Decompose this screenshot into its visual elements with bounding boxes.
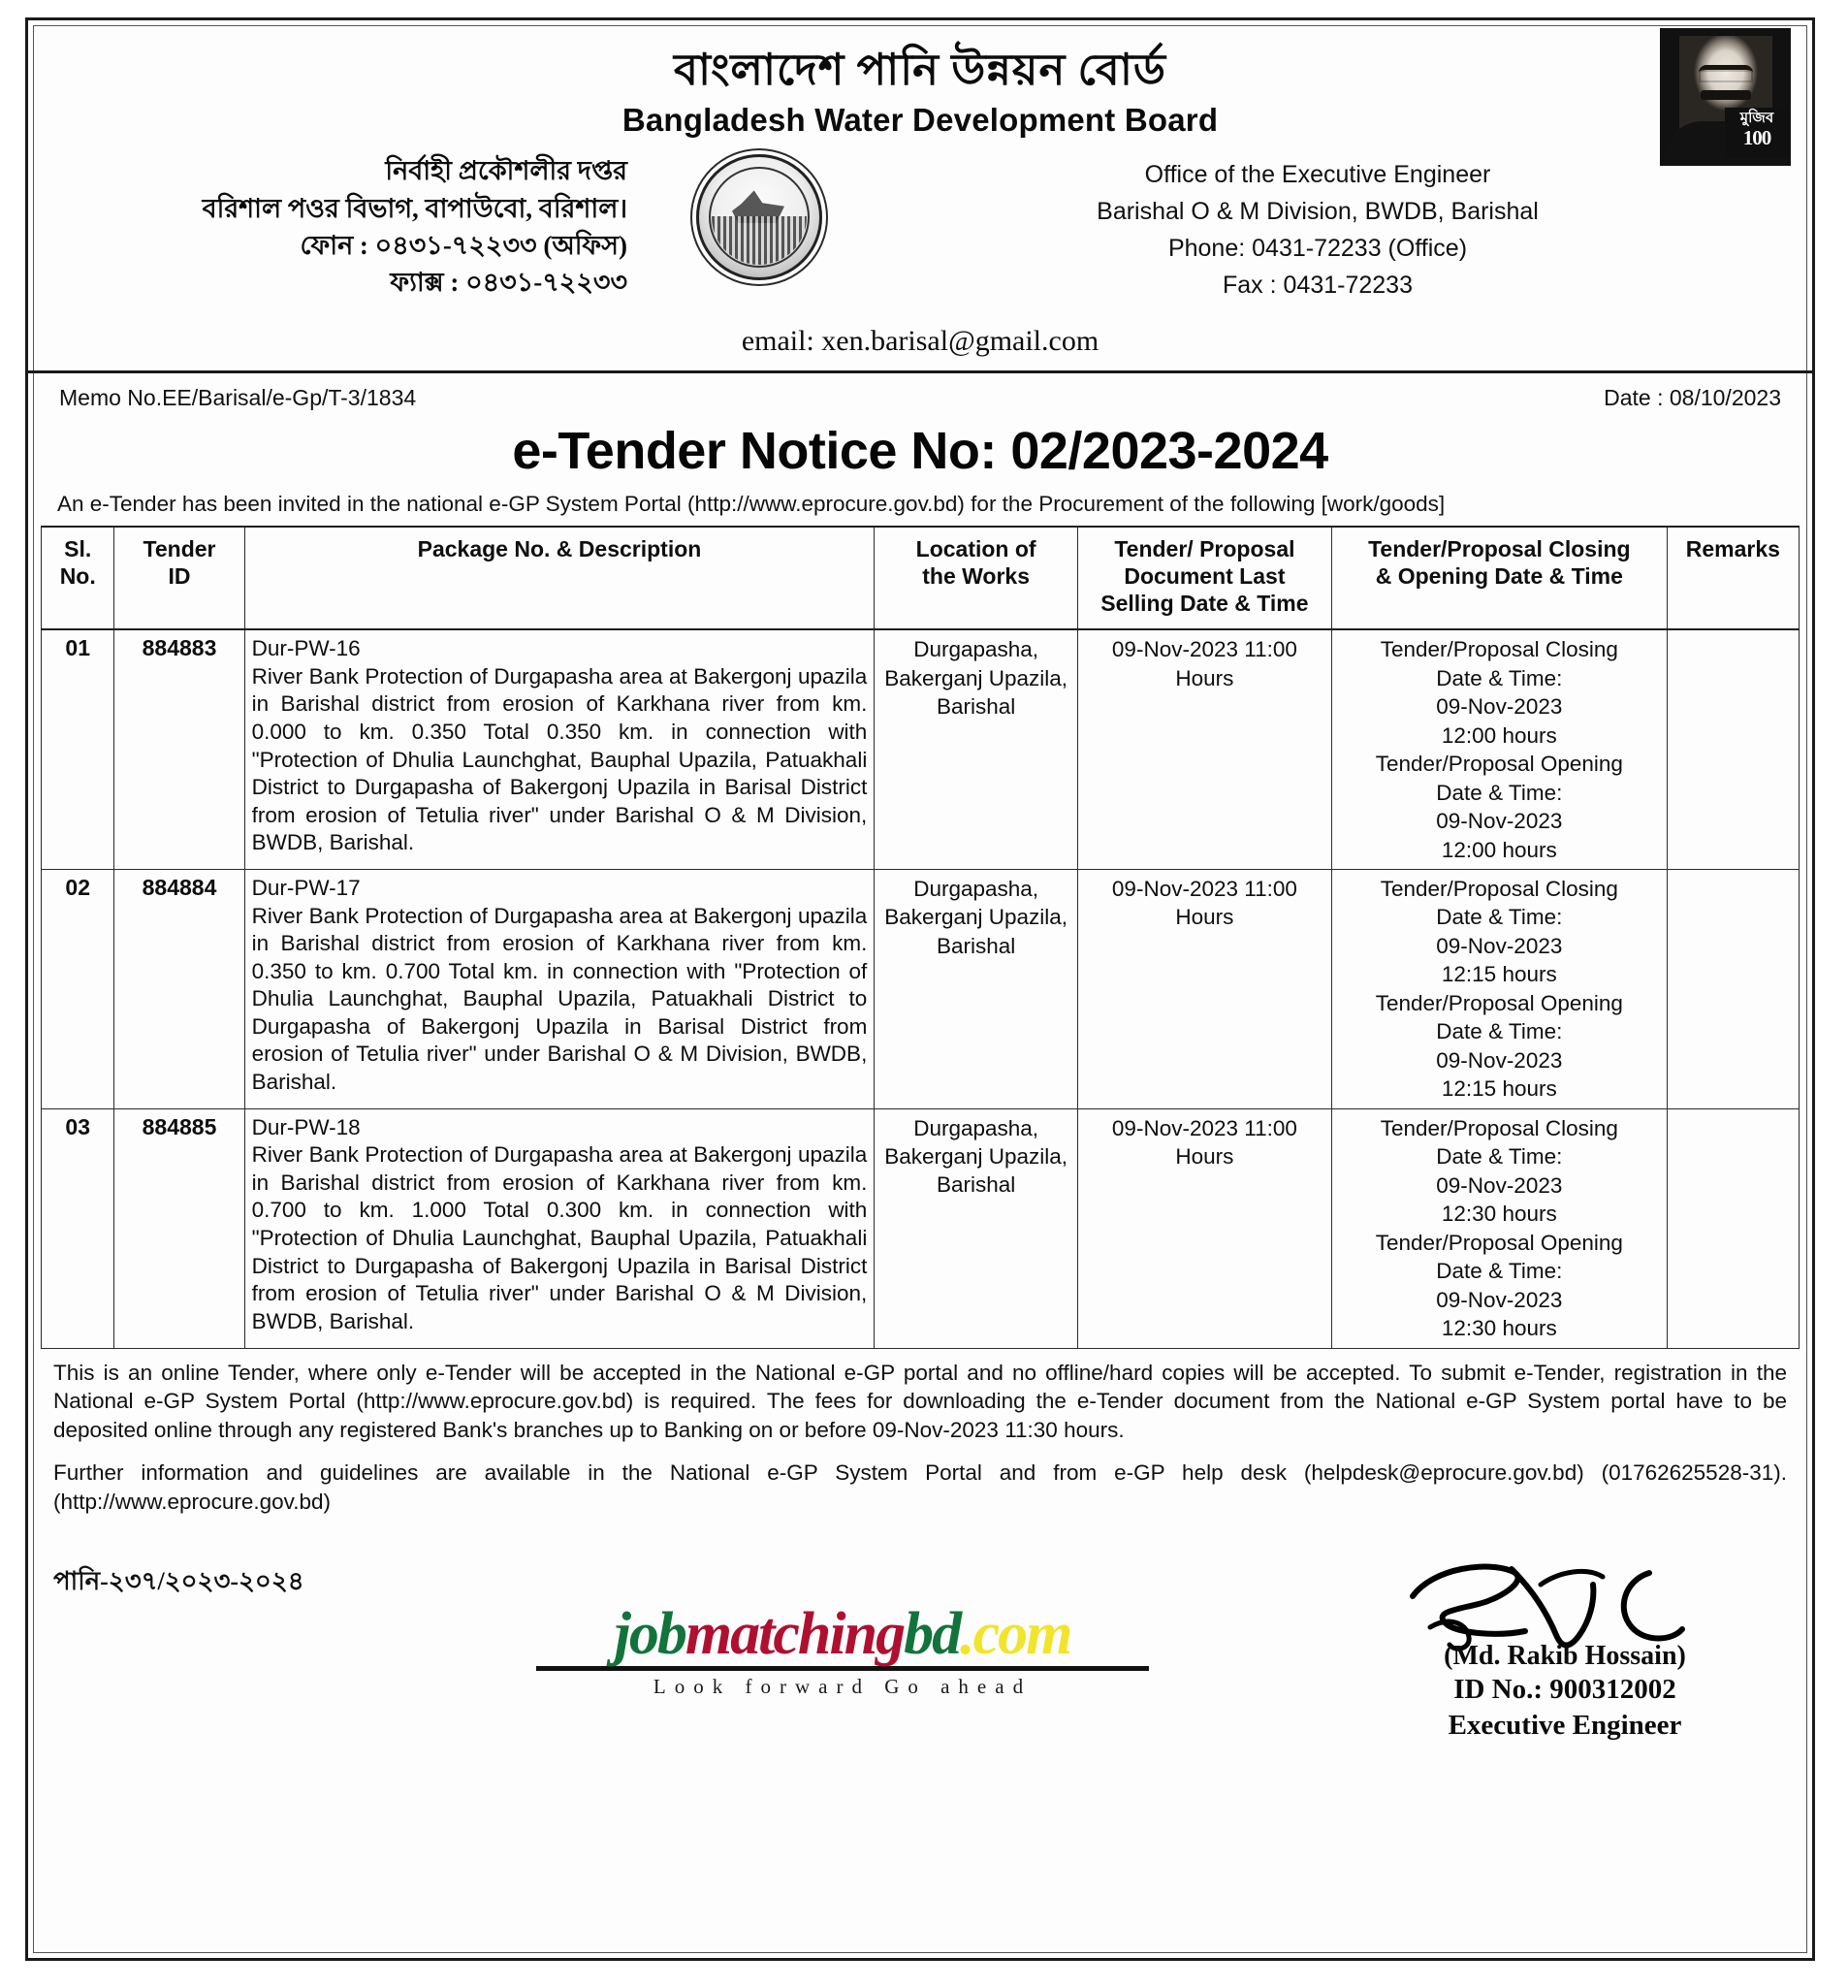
col-header-closing-opening [1331,527,1667,629]
opening-time: 12:00 hours [1441,837,1557,862]
opening-datetime-label: Date & Time: [1436,1259,1563,1284]
tender-table [41,526,1800,1348]
cell-tender-id: 884885 [114,1108,244,1348]
opening-datetime-label: Date & Time: [1436,1019,1563,1044]
col-header-sl-no [42,527,114,629]
signature-block [1356,1559,1773,1743]
cell-location: Durgapasha, Bakerganj Upazila, Barishal [875,1108,1078,1348]
bwdb-seal-icon [696,154,822,280]
watermark-part-matching: matching [685,1601,905,1668]
cell-sl-no: 02 [42,870,114,1109]
office-address-bn [61,152,662,301]
cell-sl-no: 01 [42,629,114,869]
notice-intro: An e-Tender has been invited in the national e-GP System Portal (http://www.eprocure.gov.bd) for the Procurement of the following [work/goods] [57,492,1446,516]
office-address-en [856,152,1779,304]
mujib-centenary-logo-icon [1660,28,1791,166]
cell-location: Durgapasha, Bakerganj Upazila, Barishal [875,870,1078,1109]
cell-description-text: River Bank Protection of Durgapasha area at Bakergonj upazila in Barishal district from erosion of Karkhana river from km. 0.350 to km. 0.700 Total km. in connection with "Protection of Dhulia Launchghat, Bauphal Upazila, Patuakhali District to Durgapasha of Bakergonj Upazila in Barisal District from erosion of Tetulia river" under Barishal O & M Division, BWDB, Barishal. [251,903,868,1094]
bn-reference-number: পানি-২৩৭/২০২৩-২০২৪ [53,1567,304,1596]
opening-label: Tender/Proposal Opening [1375,752,1623,777]
closing-date: 09-Nov-2023 [1436,933,1563,958]
col-header-last-selling-line2: Document Last [1124,563,1286,590]
opening-label: Tender/Proposal Opening [1375,990,1623,1015]
closing-date: 09-Nov-2023 [1436,694,1563,720]
watermark-part-dotcom: .com [960,1601,1071,1668]
closing-time: 12:30 hours [1441,1202,1557,1227]
opening-datetime-label: Date & Time: [1436,780,1563,805]
signatory-id: ID No.: 900312002 [1453,1674,1676,1706]
seal-water-lines [712,216,807,265]
closing-datetime-label: Date & Time: [1436,1144,1563,1170]
mujib-badge-year: 100 [1742,125,1771,149]
col-header-last-selling [1077,527,1331,629]
seal-holder [662,152,856,280]
cell-closing-opening [1331,629,1667,869]
cell-description-text: River Bank Protection of Durgapasha area at Bakergonj upazila in Barishal district from erosion of Karkhana river from km. 0.000 to km. 0.350 Total 0.350 km. in connection with "Protection of Dhulia Launchghat, Bauphal Upazila, Patuakhali District to Durgapasha of Bakergonj Upazila in Barisal District from erosion of Tetulia river" under Barishal O & M Division, BWDB, Barishal. [251,663,868,855]
cell-closing-opening [1331,870,1667,1109]
cell-last-selling: 09-Nov-2023 11:00 Hours [1077,629,1331,869]
col-header-sl-no-line2: No. [59,563,96,590]
memo-number: Memo No.EE/Barisal/e-Gp/T-3/1834 [59,385,417,410]
opening-time: 12:15 hours [1441,1076,1557,1102]
col-header-last-selling-line1: Tender/ Proposal [1114,536,1295,562]
opening-label: Tender/Proposal Opening [1375,1230,1623,1255]
table-row [42,870,1800,1109]
closing-label: Tender/Proposal Closing [1380,877,1618,902]
letterhead-columns [28,152,1812,304]
col-header-tender-id-line1: Tender [143,536,216,562]
cell-package-no: Dur-PW-16 [251,636,361,661]
office-fax-bn: ফ্যাক্স : ০৪৩১-৭২২৩৩ [390,268,627,298]
opening-time: 12:30 hours [1441,1316,1557,1341]
watermark-tagline: Look forward Go ahead [653,1675,1033,1699]
closing-date: 09-Nov-2023 [1436,1172,1563,1198]
watermark-part-bd: bd [904,1601,961,1668]
jobmatchingbd-watermark [532,1601,1153,1699]
signatory-role: Executive Engineer [1448,1709,1682,1741]
cell-sl-no: 03 [42,1108,114,1348]
col-header-package-line1: Package No. & Description [417,536,702,562]
footer-notes [28,1349,1812,1518]
col-header-remarks [1667,527,1799,629]
closing-label: Tender/Proposal Closing [1380,1115,1618,1140]
office-fax-en: Fax : 0431-72233 [1223,272,1413,300]
note-paragraph-1: This is an online Tender, where only e-Tender will be accepted in the National e-GP portal and no offline/hard copies will be accepted. To submit e-Tender, registration in the National e-GP System Portal (http://www.eprocure.gov.bd) is required. The fees for downloading the e-Tender document from the National e-GP System portal have to be deposited online through any registered Bank's branches up to Banking on or before 09-Nov-2023 11:30 hours. [53,1360,1787,1443]
memo-row [28,373,1812,415]
office-title-en: Office of the Executive Engineer [1144,161,1491,189]
cell-remarks [1667,1108,1799,1348]
cell-last-selling: 09-Nov-2023 11:00 Hours [1077,870,1331,1109]
office-phone-en: Phone: 0431-72233 (Office) [1167,235,1468,263]
cell-remarks [1667,870,1799,1109]
closing-label: Tender/Proposal Closing [1380,637,1618,662]
org-title-bn: বাংলাদেশ পানি উন্নয়ন বোর্ড [673,46,1167,94]
office-address-bn-line-2: বরিশাল পওর বিভাগ, বাপাউবো, বরিশাল। [202,193,627,223]
cell-description-text: River Bank Protection of Durgapasha area at Bakergonj upazila in Barishal district from erosion of Karkhana river from km. 0.700 to km. 1.000 Total 0.300 km. in connection with "Protection of Dhulia Launchghat, Bauphal Upazila, Patuakhali District to Durgapasha of Bakergonj Upazila in Barisal District from erosion of Tetulia river" under Barishal O & M Division, BWDB, Barishal. [251,1142,868,1333]
closing-datetime-label: Date & Time: [1436,665,1563,690]
col-header-location-line1: Location of [915,536,1036,562]
cell-package-description [244,1108,875,1348]
watermark-wordmark [532,1601,1153,1668]
col-header-tender-id [114,527,244,629]
table-row [42,629,1800,869]
mujib-badge-text: মুজিব [1739,111,1774,126]
note-paragraph-2: Further information and guidelines are available in the National e-GP System Portal and from e-GP help desk (helpdesk@eprocure.gov.bd) (01762625528-31). (http://www.eprocure.gov.bd) [53,1460,1787,1515]
closing-datetime-label: Date & Time: [1436,905,1563,930]
memo-date: Date : 08/10/2023 [1604,385,1781,410]
closing-time: 12:00 hours [1441,722,1557,748]
opening-date: 09-Nov-2023 [1436,809,1563,834]
col-header-location [875,527,1078,629]
cell-package-description [244,629,875,869]
cell-tender-id: 884884 [114,870,244,1109]
col-header-last-selling-line3: Selling Date & Time [1100,591,1309,617]
closing-time: 12:15 hours [1441,962,1557,987]
notice-sheet [25,17,1815,1961]
cell-remarks [1667,629,1799,869]
col-header-sl-no-line1: Sl. [64,536,92,562]
org-title-en: Bangladesh Water Development Board [621,102,1219,139]
cell-last-selling: 09-Nov-2023 11:00 Hours [1077,1108,1331,1348]
opening-date: 09-Nov-2023 [1436,1047,1563,1073]
watermark-part-job: job [614,1601,685,1668]
opening-date: 09-Nov-2023 [1436,1287,1563,1312]
mujib-badge [1725,108,1789,158]
page-title: e-Tender Notice No: 02/2023-2024 [512,422,1328,480]
table-header-row [42,527,1800,629]
cell-package-no: Dur-PW-18 [251,1114,361,1139]
office-division-en: Barishal O & M Division, BWDB, Barishal [1097,198,1539,226]
signatory-name: (Md. Rakib Hossain) [1444,1641,1686,1672]
col-header-closing-opening-line2: & Opening Date & Time [1375,563,1623,590]
cell-location: Durgapasha, Bakerganj Upazila, Barishal [875,629,1078,869]
table-row [42,1108,1800,1348]
cell-package-description [244,870,875,1109]
col-header-location-line2: the Works [922,563,1031,590]
col-header-closing-opening-line1: Tender/Proposal Closing [1368,536,1631,562]
col-header-tender-id-line2: ID [168,563,191,590]
bottom-area [28,1530,1812,1856]
cell-closing-opening [1331,1108,1667,1348]
col-header-package [244,527,875,629]
cell-tender-id: 884883 [114,629,244,869]
letterhead [28,20,1812,373]
office-phone-bn: ফোন : ০৪৩১-৭২২৩৩ (অফিস) [300,231,627,261]
office-email: email: xen.barisal@gmail.com [741,325,1099,358]
cell-package-no: Dur-PW-17 [251,876,361,901]
office-address-bn-line-1: নির্বাহী প্রকৌশলীর দপ্তর [385,156,627,186]
col-header-remarks-line1: Remarks [1685,536,1780,562]
